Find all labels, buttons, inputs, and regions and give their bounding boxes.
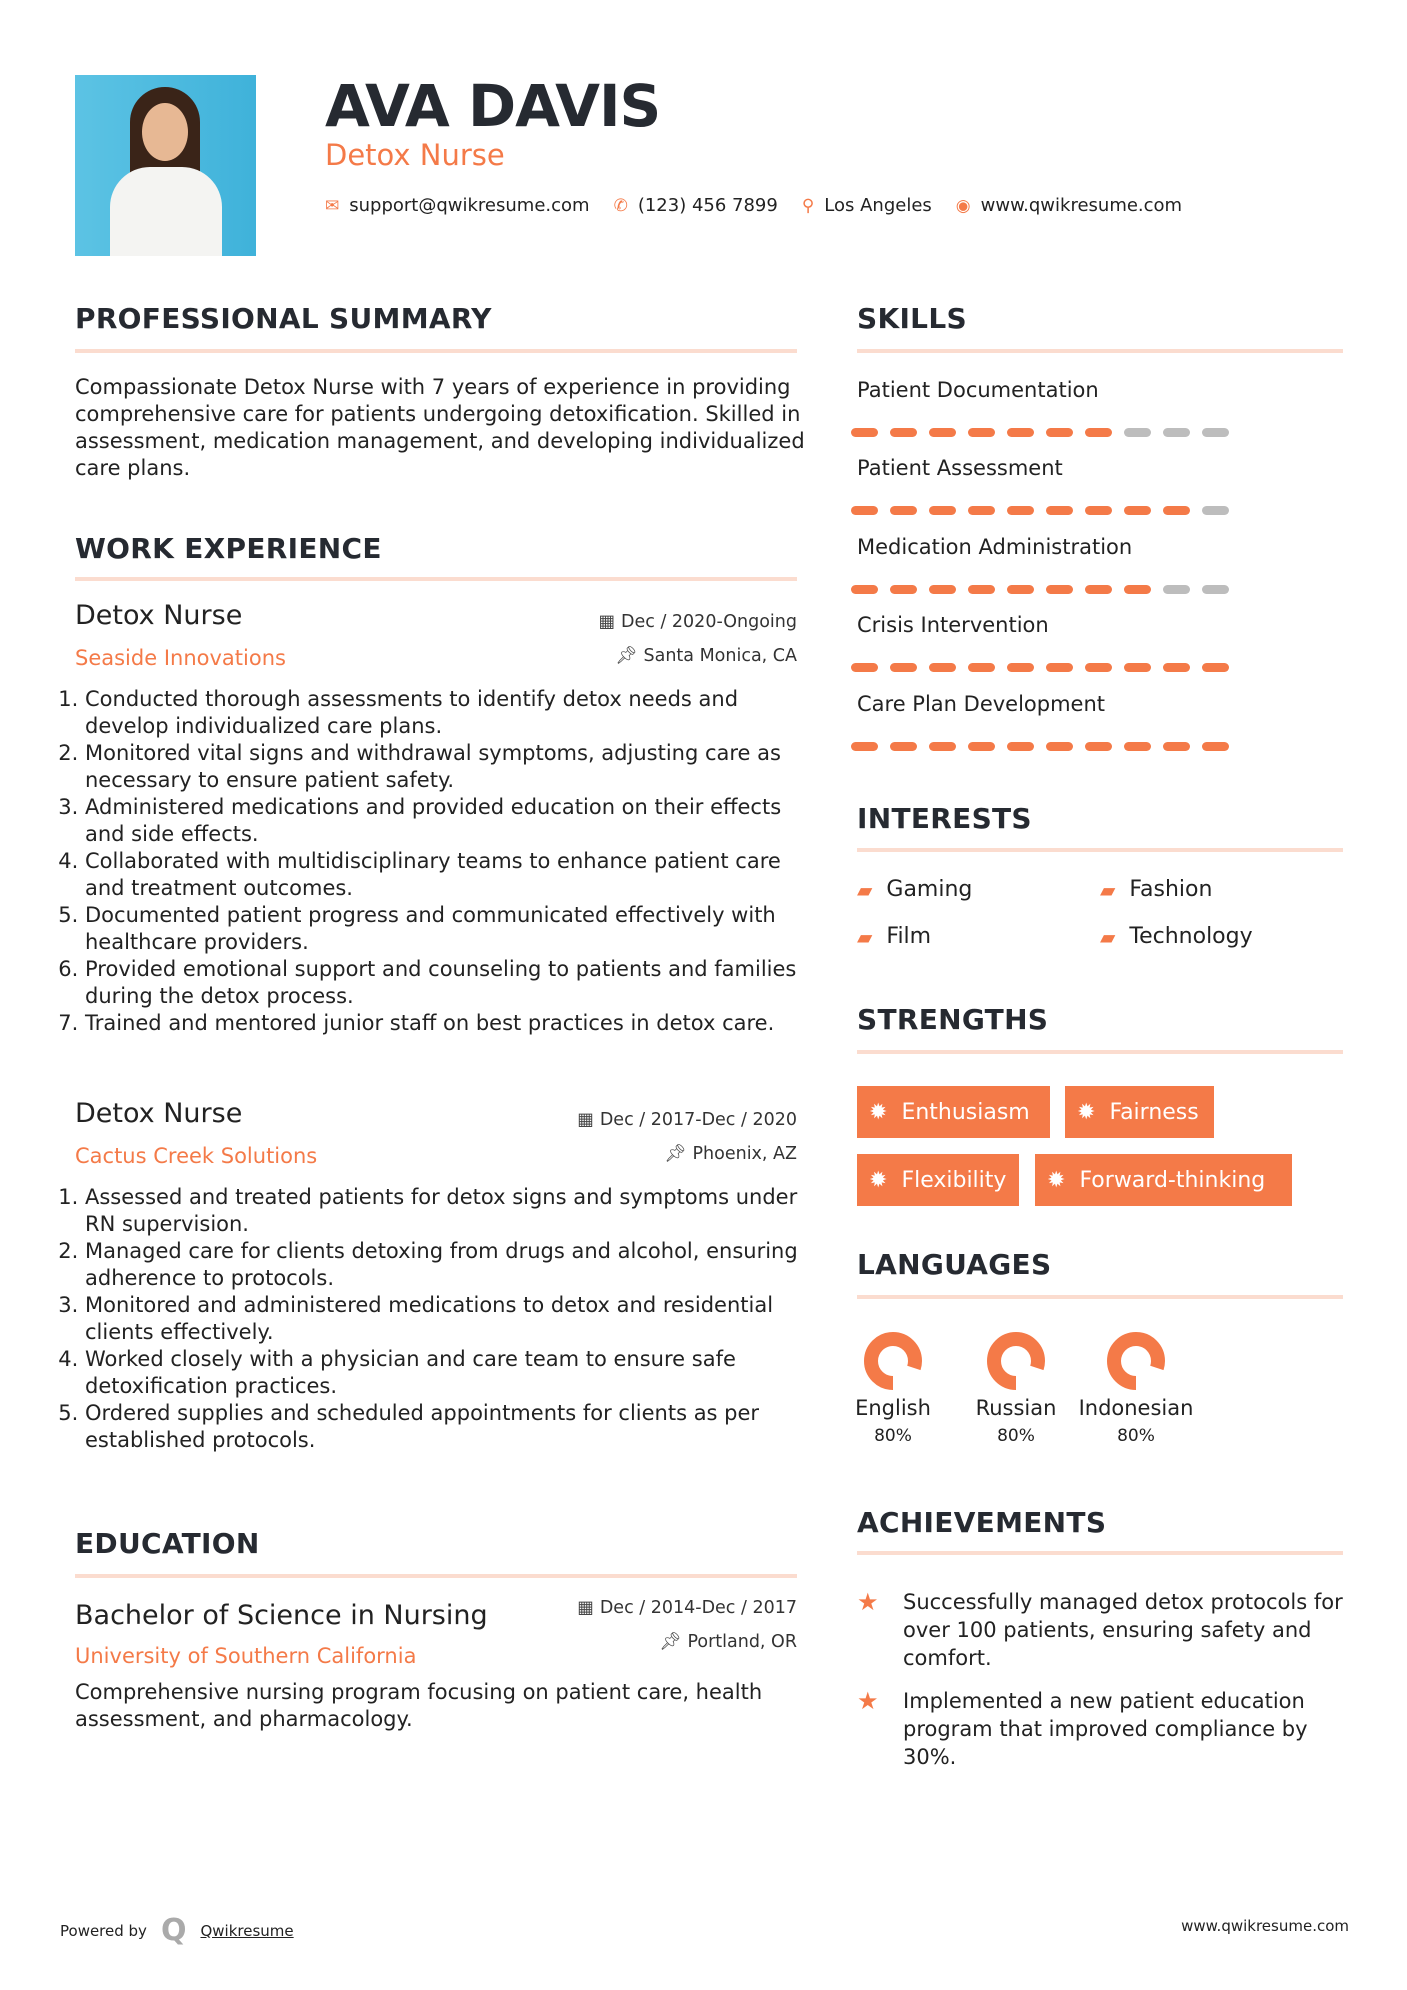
calendar-icon: ▦ [598, 612, 616, 632]
interest-item [857, 877, 972, 902]
skill-rating [851, 428, 1229, 437]
website[interactable]: www.qwikresume.com [980, 195, 1183, 216]
rating-dash [890, 428, 917, 437]
skills-heading: SKILLS [857, 302, 967, 335]
email[interactable]: support@qwikresume.com [349, 195, 590, 216]
interest-label: Film [886, 924, 932, 949]
skill-rating [851, 585, 1229, 594]
job-dates [577, 1110, 797, 1130]
rating-dash [851, 663, 878, 672]
rating-dash [1202, 585, 1229, 594]
rating-dash [1007, 585, 1034, 594]
skill-name: Care Plan Development [857, 691, 1106, 716]
interests-heading: INTERESTS [857, 802, 1032, 835]
language-donut [823, 1330, 963, 1392]
rating-dash [1085, 506, 1112, 515]
list-item: 1. Conducted thorough assessments to identify detox needs and develop individualized care plans. [85, 686, 804, 740]
job-title: Detox Nurse [75, 1098, 243, 1129]
education-location [659, 1632, 797, 1652]
achievement-text: Successfully managed detox protocols for over 100 patients, ensuring safety and comfort. [903, 1590, 1343, 1670]
interest-item [1100, 877, 1212, 902]
skill-name: Medication Administration [857, 534, 1133, 559]
education-heading: EDUCATION [75, 1527, 260, 1560]
skill-name: Patient Assessment [857, 456, 1063, 481]
profile-photo [75, 75, 256, 256]
badge-star-icon: ✹ [1047, 1167, 1066, 1193]
summary-text: Compassionate Detox Nurse with 7 years of experience in providing comprehensive care for patients undergoing detoxification. Skilled in assessment, medication management, and developing individualized care plans. [75, 375, 805, 480]
divider [857, 848, 1343, 852]
divider [857, 349, 1343, 353]
responsibilities-list [66, 1184, 804, 1454]
interest-item [857, 924, 931, 949]
strength-badge [857, 1086, 1050, 1138]
list-item: 3. Administered medications and provided education on their effects and side effects. [85, 794, 804, 848]
rating-dash [929, 663, 956, 672]
summary-heading: PROFESSIONAL SUMMARY [75, 302, 492, 335]
qwikresume-logo-icon: Q [160, 1913, 187, 1948]
rating-dash [1163, 585, 1190, 594]
achievement-item [857, 1687, 1347, 1771]
strength-label: Flexibility [901, 1167, 1007, 1193]
rating-dash [1046, 585, 1073, 594]
divider [75, 349, 797, 353]
rating-dash [929, 585, 956, 594]
strength-label: Enthusiasm [901, 1099, 1030, 1125]
footer-website[interactable]: www.qwikresume.com [1181, 1917, 1349, 1935]
rating-dash [1085, 428, 1112, 437]
rating-dash [890, 742, 917, 751]
language-percent: 80% [874, 1426, 912, 1446]
calendar-icon: ▦ [577, 1598, 594, 1618]
language-percent: 80% [997, 1426, 1035, 1446]
rating-dash [851, 585, 878, 594]
rating-dash [1046, 742, 1073, 751]
rating-dash [1124, 585, 1151, 594]
dates-text: Dec / 2020-Ongoing [621, 612, 797, 632]
strength-badge [1035, 1154, 1292, 1206]
rating-dash [1046, 506, 1073, 515]
globe-icon: ◉ [955, 195, 971, 216]
rating-dash [929, 742, 956, 751]
rating-dash [1085, 585, 1112, 594]
map-pin-icon: ⚲ [801, 195, 815, 216]
star-icon: ★ [857, 1588, 879, 1616]
job-location [664, 1144, 797, 1164]
badge-star-icon: ✹ [1077, 1099, 1096, 1125]
strength-label: Fairness [1109, 1099, 1199, 1125]
achievement-item [857, 1588, 1347, 1672]
rating-dash [851, 742, 878, 751]
book-icon: ▰ [857, 877, 873, 902]
rating-dash [929, 506, 956, 515]
list-item: 2. Monitored vital signs and withdrawal symptoms, adjusting care as necessary to ensure patient safety. [85, 740, 804, 794]
book-icon: ▰ [1100, 924, 1116, 949]
experience-heading: WORK EXPERIENCE [75, 532, 382, 565]
phone-icon: ✆ [613, 195, 628, 216]
divider [857, 1295, 1343, 1299]
interest-label: Technology [1129, 924, 1253, 949]
interest-label: Gaming [886, 877, 973, 902]
rating-dash [851, 506, 878, 515]
pin-icon: 📌︎ [659, 1632, 682, 1652]
skill-name: Crisis Intervention [857, 613, 1049, 638]
rating-dash [968, 585, 995, 594]
strength-badge [1065, 1086, 1214, 1138]
candidate-title: Detox Nurse [325, 138, 505, 172]
job-dates [598, 612, 797, 632]
list-item: 1. Assessed and treated patients for detox signs and symptoms under RN supervision. [85, 1184, 804, 1238]
rating-dash [1163, 428, 1190, 437]
book-icon: ▰ [1100, 877, 1116, 902]
language-item [823, 1330, 963, 1446]
rating-dash [890, 663, 917, 672]
location: Los Angeles [824, 195, 932, 216]
degree: Bachelor of Science in Nursing [75, 1600, 488, 1631]
rating-dash [1046, 428, 1073, 437]
language-item [1066, 1330, 1206, 1446]
rating-dash [1202, 742, 1229, 751]
rating-dash [1202, 663, 1229, 672]
skill-name: Patient Documentation [857, 378, 1099, 402]
candidate-name: AVA DAVIS [325, 72, 661, 140]
rating-dash [1124, 663, 1151, 672]
rating-dash [1046, 663, 1073, 672]
list-item: 5. Documented patient progress and communicated effectively with healthcare providers. [85, 902, 804, 956]
phone: (123) 456 7899 [637, 195, 778, 216]
list-item: 4. Worked closely with a physician and care team to ensure safe detoxification practices. [85, 1346, 804, 1400]
powered-by: Powered by [60, 1922, 147, 1940]
rating-dash [1124, 742, 1151, 751]
calendar-icon: ▦ [577, 1110, 594, 1130]
footer-left [60, 1913, 294, 1948]
rating-dash [1007, 428, 1034, 437]
location-text: Santa Monica, CA [643, 646, 797, 666]
rating-dash [1163, 663, 1190, 672]
list-item: 2. Managed care for clients detoxing from drugs and alcohol, ensuring adherence to protocols. [85, 1238, 804, 1292]
rating-dash [890, 585, 917, 594]
rating-dash [1085, 663, 1112, 672]
list-item: 5. Ordered supplies and scheduled appointments for clients as per established protocols. [85, 1400, 804, 1454]
rating-dash [1124, 428, 1151, 437]
list-item: 6. Provided emotional support and counseling to patients and families during the detox process. [85, 956, 804, 1010]
interest-item [1100, 924, 1253, 949]
job-location [615, 646, 797, 666]
location-text: Portland, OR [687, 1632, 797, 1652]
company: Cactus Creek Solutions [75, 1144, 318, 1168]
rating-dash [968, 428, 995, 437]
languages-heading: LANGUAGES [857, 1248, 1052, 1281]
rating-dash [968, 506, 995, 515]
education-dates [577, 1598, 797, 1618]
school: University of Southern California [75, 1644, 417, 1668]
rating-dash [1007, 506, 1034, 515]
rating-dash [968, 742, 995, 751]
dates-text: Dec / 2017-Dec / 2020 [599, 1110, 797, 1130]
rating-dash [1202, 428, 1229, 437]
rating-dash [1085, 742, 1112, 751]
language-donut [946, 1330, 1086, 1392]
language-percent: 80% [1117, 1426, 1155, 1446]
dates-text: Dec / 2014-Dec / 2017 [599, 1598, 797, 1618]
responsibilities-list [66, 686, 804, 1037]
rating-dash [890, 506, 917, 515]
rating-dash [1163, 742, 1190, 751]
divider [75, 577, 797, 581]
rating-dash [968, 663, 995, 672]
rating-dash [1202, 506, 1229, 515]
language-name: Indonesian [1078, 1396, 1194, 1420]
rating-dash [929, 428, 956, 437]
language-donut [1066, 1330, 1206, 1392]
divider [75, 1574, 797, 1578]
skill-rating [851, 506, 1229, 515]
strength-badge [857, 1154, 1019, 1206]
badge-star-icon: ✹ [869, 1099, 888, 1125]
rating-dash [1007, 742, 1034, 751]
list-item: 4. Collaborated with multidisciplinary teams to enhance patient care and treatment outcomes. [85, 848, 804, 902]
list-item: 3. Monitored and administered medications to detox and residential clients effectively. [85, 1292, 804, 1346]
location-text: Phoenix, AZ [692, 1144, 797, 1164]
job-title: Detox Nurse [75, 600, 243, 631]
book-icon: ▰ [857, 924, 873, 949]
strength-label: Forward-thinking [1079, 1167, 1266, 1193]
rating-dash [1124, 506, 1151, 515]
pin-icon: 📌︎ [664, 1144, 687, 1164]
divider [857, 1050, 1343, 1054]
envelope-icon: ✉ [325, 195, 340, 216]
education-text: Comprehensive nursing program focusing on patient care, health assessment, and pharmacology. [75, 1680, 763, 1731]
strengths-heading: STRENGTHS [857, 1003, 1049, 1036]
achievements-heading: ACHIEVEMENTS [857, 1506, 1107, 1539]
list-item: 7. Trained and mentored junior staff on best practices in detox care. [85, 1010, 804, 1037]
rating-dash [851, 428, 878, 437]
divider [857, 1551, 1343, 1555]
company: Seaside Innovations [75, 646, 286, 670]
brand-link[interactable]: Qwikresume [200, 1922, 294, 1940]
pin-icon: 📌︎ [615, 646, 638, 666]
achievement-text: Implemented a new patient education program that improved compliance by 30%. [903, 1689, 1308, 1769]
skill-rating [851, 663, 1229, 672]
badge-star-icon: ✹ [869, 1167, 888, 1193]
skill-rating [851, 742, 1229, 751]
rating-dash [1007, 663, 1034, 672]
contact-bar [325, 195, 1182, 216]
rating-dash [1163, 506, 1190, 515]
language-name: Russian [975, 1396, 1057, 1420]
language-name: English [855, 1396, 931, 1420]
language-item [946, 1330, 1086, 1446]
star-icon: ★ [857, 1687, 879, 1715]
interest-label: Fashion [1129, 877, 1213, 902]
